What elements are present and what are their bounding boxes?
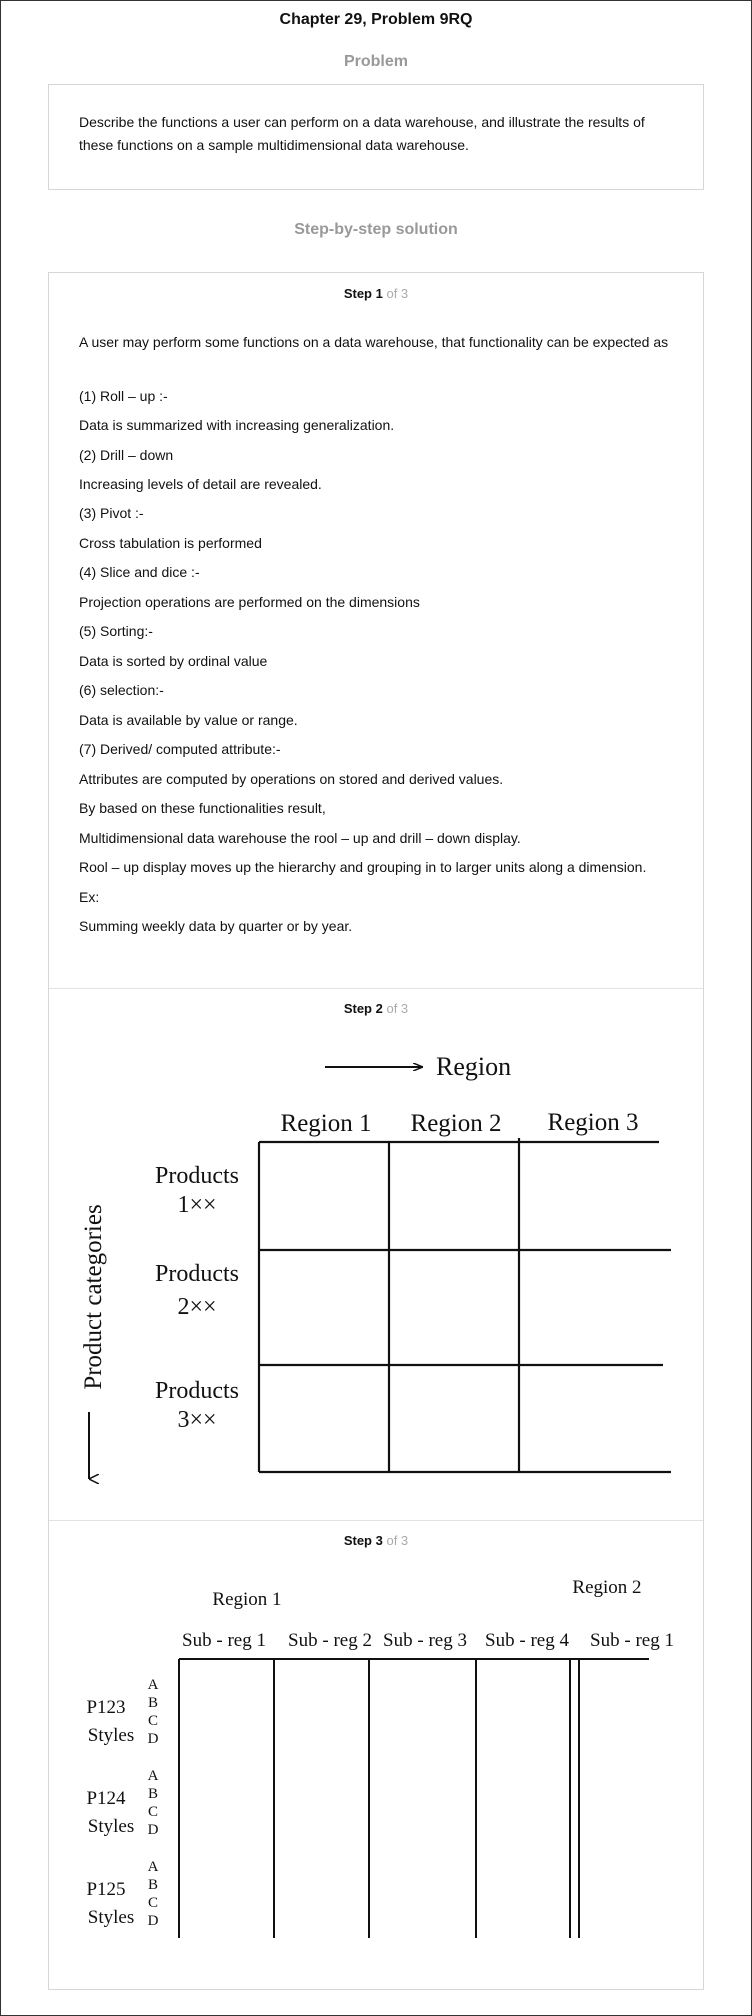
style-group-label: Styles [87, 1907, 135, 1928]
style-letter: A [147, 1768, 159, 1784]
style-letter: C [147, 1804, 159, 1820]
step-1-line: By based on these functionalities result, [79, 800, 326, 816]
step-1-line: Cross tabulation is performed [79, 535, 262, 551]
step-3-figure [49, 1563, 703, 1973]
step-2-header [49, 1001, 703, 1016]
row-label-line2: 2×× [177, 1294, 217, 1320]
step-3-header [49, 1533, 703, 1548]
step-1-line: A user may perform some functions on a data warehouse, that functionality can be expected as [79, 334, 669, 350]
row-label-line2: 1×× [177, 1192, 217, 1218]
subregion-header: Sub - reg 3 [383, 1630, 467, 1651]
step-1-line: Summing weekly data by quarter or by year. [79, 918, 353, 934]
column-header: Region 3 [547, 1109, 639, 1136]
style-group-code: P124 [86, 1788, 126, 1809]
style-letter: B [147, 1695, 159, 1711]
step-1-line: Data is sorted by ordinal value [79, 653, 268, 669]
region-grid [259, 1138, 671, 1472]
row-label-line1: Products [155, 1163, 239, 1189]
step-1-line: Rool – up display moves up the hierarchy and grouping in to larger units along a dimension. [79, 859, 647, 875]
style-letter: D [147, 1731, 159, 1747]
step-3-count: of 3 [386, 1533, 409, 1548]
subregion-header: Sub - reg 4 [485, 1630, 569, 1651]
problem-heading: Problem [343, 53, 408, 70]
subregion-grid [179, 1659, 649, 1938]
step-1-line: (5) Sorting:- [79, 623, 153, 639]
step-1-line: (2) Drill – down [79, 447, 174, 463]
step-1-line: (3) Pivot :- [79, 505, 144, 521]
solution-heading: Step-by-step solution [294, 221, 458, 238]
problem-box [48, 84, 704, 190]
style-letter: D [147, 1913, 159, 1929]
style-group-label: Styles [87, 1816, 135, 1837]
column-header: Region 2 [410, 1110, 502, 1137]
product-axis-title: Product categories [80, 1204, 107, 1390]
step-divider [49, 1520, 703, 1521]
column-header: Region 1 [280, 1110, 372, 1137]
solution-box [48, 272, 704, 1990]
step-3-label: Step 3 [343, 1533, 383, 1548]
problem-text: Describe the functions a user can perform on a data warehouse, and illustrate the results of these functions on a sample multidimensional data warehouse. [79, 114, 645, 153]
style-group-code: P125 [86, 1879, 126, 1900]
step-1-count: of 3 [386, 286, 409, 301]
row-label-line2: 3×× [177, 1407, 217, 1433]
region-axis-title: Region [436, 1052, 512, 1081]
step-1-line: Projection operations are performed on the dimensions [79, 594, 420, 610]
style-group-label: Styles [87, 1725, 135, 1746]
step-1-line: (1) Roll – up :- [79, 388, 168, 404]
region2-label: Region 2 [572, 1577, 642, 1598]
step-1-header [49, 286, 703, 301]
style-letter: C [147, 1895, 159, 1911]
page-title: Chapter 29, Problem 9RQ [279, 11, 473, 28]
subregion-header: Sub - reg 2 [288, 1630, 372, 1651]
step-1-line: Attributes are computed by operations on stored and derived values. [79, 771, 504, 787]
step-1-line: Data is summarized with increasing generalization. [79, 417, 395, 433]
style-letter: B [147, 1786, 159, 1802]
step-1-line: Multidimensional data warehouse the rool – up and drill – down display. [79, 830, 521, 846]
row-label-line1: Products [155, 1378, 239, 1404]
subregion-header: Sub - reg 1 [182, 1630, 266, 1651]
step-2-count: of 3 [386, 1001, 409, 1016]
step-1-line: Increasing levels of detail are revealed. [79, 476, 322, 492]
region1-label: Region 1 [212, 1589, 282, 1610]
style-letter: D [147, 1822, 159, 1838]
style-group-code: P123 [86, 1697, 126, 1718]
step-1-line: (4) Slice and dice :- [79, 564, 200, 580]
step-divider [49, 988, 703, 989]
step-1-line: Data is available by value or range. [79, 712, 298, 728]
row-label-line1: Products [155, 1261, 239, 1287]
style-letter: A [147, 1677, 159, 1693]
subregion-header: Sub - reg 1 [590, 1630, 674, 1651]
style-letter: C [147, 1713, 159, 1729]
step-1-label: Step 1 [343, 286, 383, 301]
style-letter: B [147, 1877, 159, 1893]
style-letter: A [147, 1859, 159, 1875]
step-1-line: (7) Derived/ computed attribute:- [79, 741, 281, 757]
step-1-line: (6) selection:- [79, 682, 164, 698]
step-2-label: Step 2 [343, 1001, 383, 1016]
step-1-line: Ex: [79, 889, 100, 905]
